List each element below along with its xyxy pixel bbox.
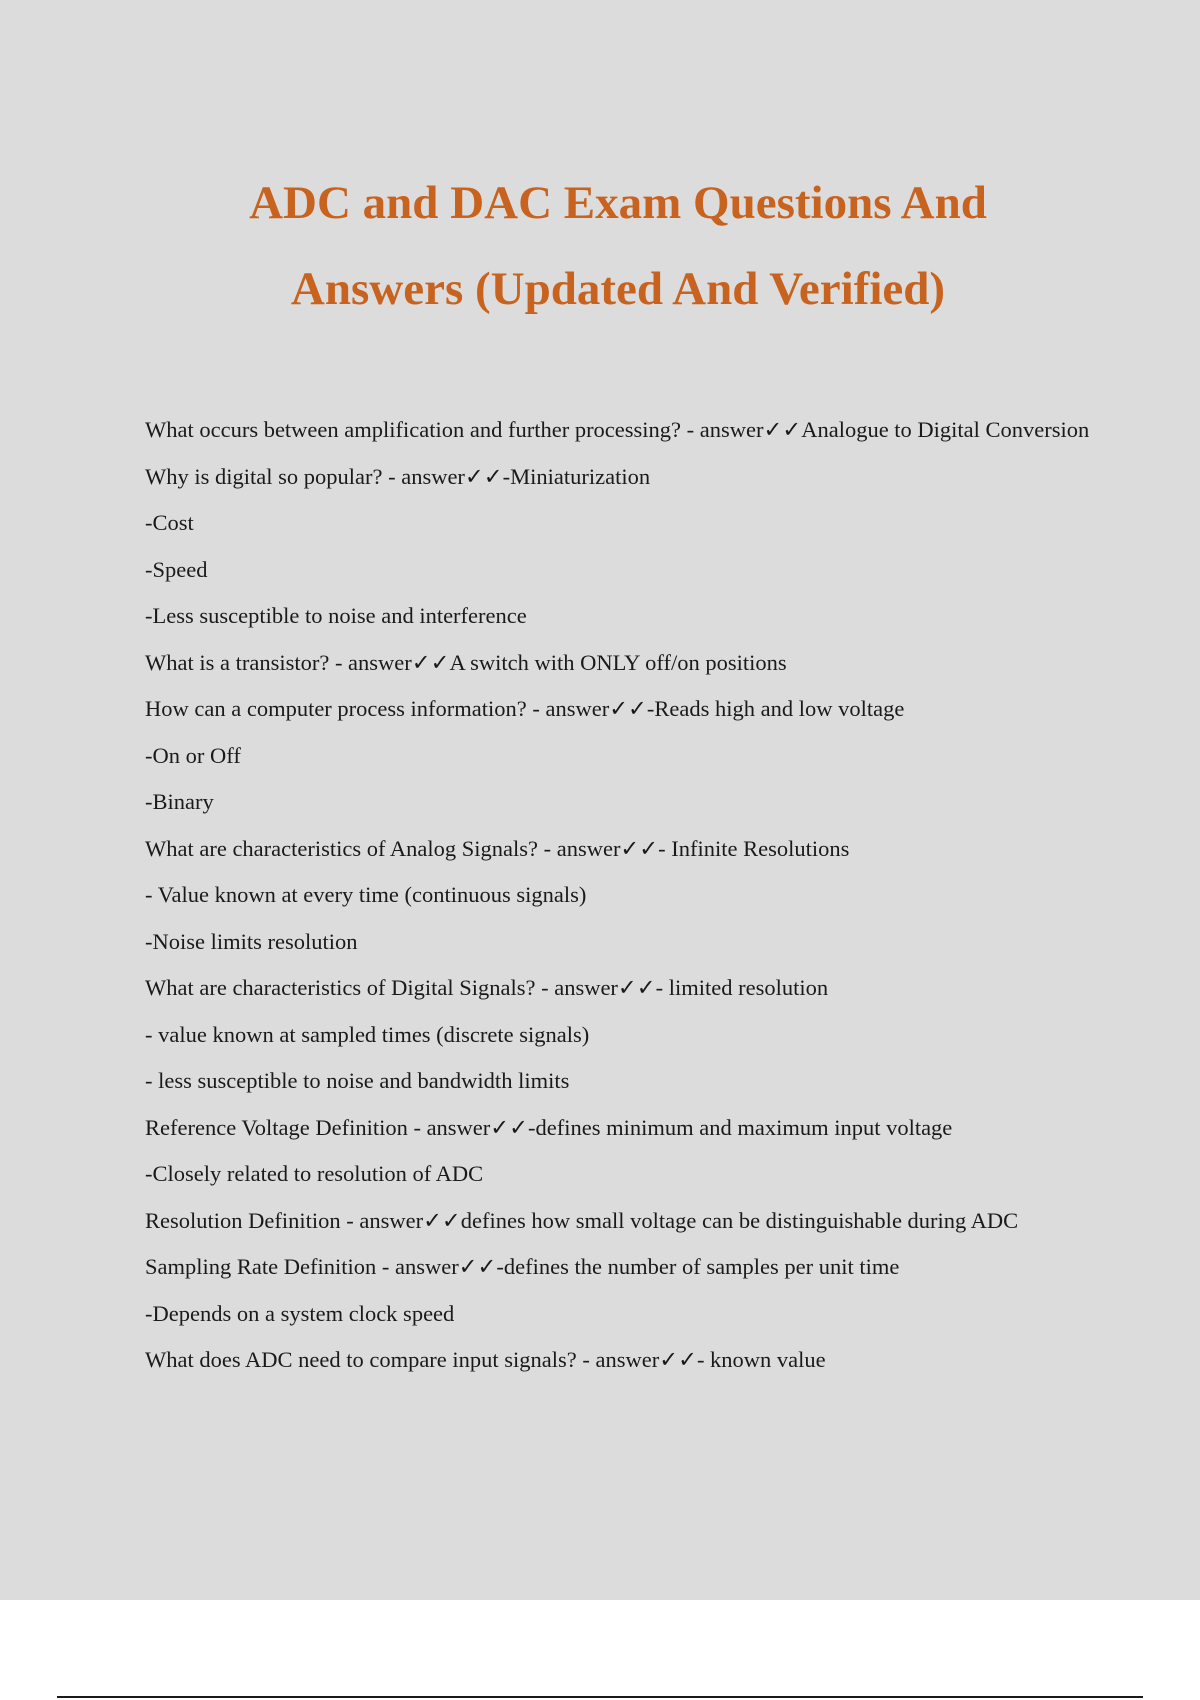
qa-paragraph: What is a transistor? - answer✓✓A switch with ONLY off/on positions <box>145 649 787 675</box>
qa-content <box>145 415 1095 1392</box>
qa-paragraph: Sampling Rate Definition - answer✓✓-defines the number of samples per unit time <box>145 1254 900 1279</box>
qa-paragraph: Resolution Definition - answer✓✓defines how small voltage can be distinguishable during ADC <box>145 1207 1019 1233</box>
qa-paragraph: -Depends on a system clock speed <box>145 1300 455 1326</box>
qa-paragraph: Reference Voltage Definition - answer✓✓-defines minimum and maximum input voltage <box>145 1114 953 1140</box>
qa-paragraph: What are characteristics of Analog Signals? - answer✓✓- Infinite Resolutions <box>145 835 850 861</box>
footer-divider <box>57 1696 1143 1698</box>
qa-paragraph: - value known at sampled times (discrete signals) <box>145 1021 590 1047</box>
qa-paragraph: Why is digital so popular? - answer✓✓-Miniaturization <box>145 463 651 489</box>
qa-paragraph: -Less susceptible to noise and interference <box>145 603 527 628</box>
qa-paragraph: - Value known at every time (continuous signals) <box>145 882 587 907</box>
title-line-2: Answers (Updated And Verified) <box>290 263 946 315</box>
title-line-1: ADC and DAC Exam Questions And <box>249 177 987 229</box>
qa-paragraph: -Binary <box>145 789 214 814</box>
qa-paragraph: -Noise limits resolution <box>145 928 358 954</box>
qa-paragraph: -Cost <box>145 510 194 535</box>
qa-paragraph: How can a computer process information? - answer✓✓-Reads high and low voltage <box>145 696 905 721</box>
qa-paragraph: What are characteristics of Digital Signals? - answer✓✓- limited resolution <box>145 975 829 1000</box>
qa-paragraph: -Speed <box>145 556 208 582</box>
qa-paragraph: -Closely related to resolution of ADC <box>145 1161 484 1186</box>
document-title <box>0 160 1200 332</box>
qa-paragraph: What does ADC need to compare input signals? - answer✓✓- known value <box>145 1347 826 1372</box>
qa-paragraph: -On or Off <box>145 742 241 768</box>
qa-paragraph: - less susceptible to noise and bandwidth limits <box>145 1068 570 1093</box>
qa-paragraph: What occurs between amplification and further processing? - answer✓✓Analogue to Digital Conversion <box>145 417 1090 442</box>
